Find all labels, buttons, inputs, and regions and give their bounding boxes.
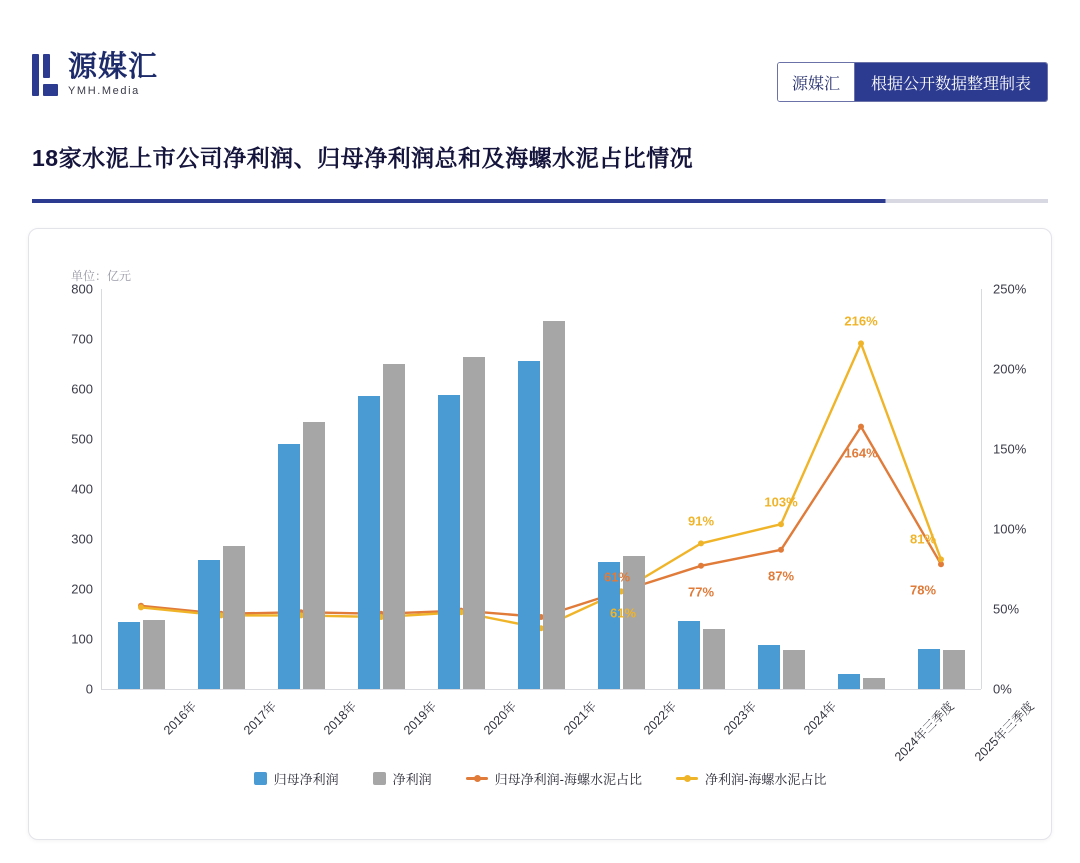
data-point-label: 61% <box>609 605 637 621</box>
bar-net-profit <box>383 364 405 689</box>
y-axis-tick-left: 100 <box>71 631 93 647</box>
y-axis-tick-right: 0% <box>993 681 1012 697</box>
bar-net-profit <box>303 422 325 690</box>
y-axis-tick-right: 200% <box>993 361 1027 377</box>
y-axis-tick-left: 0 <box>85 681 93 697</box>
chart-plot-area <box>71 281 1037 765</box>
source-badge-note: 根据公开数据整理制表 <box>855 63 1047 101</box>
bar-net-profit-attributable <box>758 645 780 690</box>
legend-item[interactable] <box>373 769 432 788</box>
bar-net-profit <box>783 650 805 690</box>
y-axis-tick-right: 250% <box>993 281 1027 297</box>
y-axis-tick-left: 400 <box>71 481 93 497</box>
x-axis-tick-label: 2023年 <box>720 699 760 738</box>
bar-net-profit <box>143 620 165 690</box>
bar-group <box>341 364 421 689</box>
legend-swatch-box-icon <box>254 772 267 785</box>
bar-net-profit <box>223 546 245 689</box>
x-axis-tick-label: 2020年 <box>480 699 520 738</box>
logo-mark-icon <box>32 54 58 96</box>
bar-group <box>421 357 501 690</box>
data-point-label: 78% <box>909 582 937 598</box>
chart-legend <box>29 769 1051 788</box>
page-header <box>0 0 1080 120</box>
data-point-label: 81% <box>909 531 937 547</box>
y-axis-right <box>981 289 982 689</box>
page-title: 18家水泥上市公司净利润、归母净利润总和及海螺水泥占比情况 <box>32 145 694 171</box>
legend-swatch-box-icon <box>373 772 386 785</box>
x-axis-tick-label: 2021年 <box>560 699 600 738</box>
bar-net-profit-attributable <box>918 649 940 690</box>
line-point <box>778 547 784 553</box>
x-axis-tick-label: 2024年 <box>800 699 840 738</box>
bar-net-profit <box>703 629 725 689</box>
bar-group <box>181 546 261 689</box>
bar-net-profit-attributable <box>438 395 460 689</box>
x-axis-tick-label: 2024年三季度 <box>891 699 957 765</box>
data-point-label: 216% <box>844 313 878 329</box>
y-axis-tick-left: 300 <box>71 531 93 547</box>
logo <box>32 52 158 97</box>
y-axis-tick-left: 600 <box>71 381 93 397</box>
bar-net-profit-attributable <box>118 622 140 689</box>
bar-group <box>261 422 341 690</box>
line-point <box>698 540 704 546</box>
bar-net-profit <box>463 357 485 690</box>
bar-net-profit-attributable <box>358 396 380 689</box>
y-axis-tick-left: 800 <box>71 281 93 297</box>
line-point <box>138 604 144 610</box>
chart-unit-label: 单位：亿元 <box>71 269 132 283</box>
data-point-label: 61% <box>603 569 631 585</box>
x-axis-tick-label: 2022年 <box>640 699 680 738</box>
y-axis-tick-left: 500 <box>71 431 93 447</box>
x-axis <box>101 689 981 690</box>
bar-group <box>741 645 821 690</box>
source-badge <box>777 62 1048 102</box>
bar-group <box>101 620 181 690</box>
bar-group <box>901 649 981 690</box>
legend-label: 净利润 <box>392 772 432 787</box>
x-axis-tick-label: 2016年 <box>160 699 200 738</box>
line-point <box>858 424 864 430</box>
legend-swatch-line-icon <box>466 777 488 780</box>
x-axis-tick-label: 2025年三季度 <box>971 699 1037 765</box>
data-point-label: 91% <box>687 513 715 529</box>
y-axis-tick-right: 100% <box>993 521 1027 537</box>
chart-card <box>28 228 1052 840</box>
line-point <box>938 556 944 562</box>
y-axis-tick-right: 50% <box>993 601 1020 617</box>
data-point-label: 164% <box>844 445 878 461</box>
line-point <box>778 521 784 527</box>
line-point <box>698 563 704 569</box>
y-axis-tick-left: 700 <box>71 331 93 347</box>
x-axis-tick-label: 2019年 <box>400 699 440 738</box>
bar-group <box>501 321 581 690</box>
bar-net-profit-attributable <box>518 361 540 690</box>
data-point-label: 87% <box>767 568 795 584</box>
legend-swatch-line-icon <box>676 777 698 780</box>
legend-label: 归母净利润-海螺水泥占比 <box>494 772 643 787</box>
line-point <box>858 340 864 346</box>
bar-net-profit-attributable <box>838 674 860 690</box>
logo-name-en: YMH.Media <box>68 85 140 98</box>
y-axis-tick-right: 150% <box>993 441 1027 457</box>
bar-net-profit <box>943 650 965 690</box>
bar-group <box>661 621 741 689</box>
y-axis-tick-left: 200 <box>71 581 93 597</box>
legend-label: 净利润-海螺水泥占比 <box>705 772 827 787</box>
source-badge-tag: 源媒汇 <box>778 63 855 101</box>
x-axis-tick-label: 2018年 <box>320 699 360 738</box>
data-point-label: 103% <box>764 494 798 510</box>
logo-name-cn: 源媒汇 <box>68 51 159 83</box>
bar-net-profit <box>543 321 565 690</box>
bar-group <box>821 674 901 690</box>
title-divider <box>32 199 1048 203</box>
legend-item[interactable] <box>254 769 339 788</box>
legend-item[interactable] <box>466 769 642 788</box>
bar-net-profit <box>863 678 885 690</box>
legend-label: 归母净利润 <box>273 772 339 787</box>
bar-net-profit-attributable <box>678 621 700 689</box>
x-axis-tick-label: 2017年 <box>240 699 280 738</box>
data-point-label: 77% <box>687 584 715 600</box>
legend-item[interactable] <box>676 769 826 788</box>
bar-net-profit-attributable <box>278 444 300 690</box>
bar-net-profit-attributable <box>198 560 220 689</box>
